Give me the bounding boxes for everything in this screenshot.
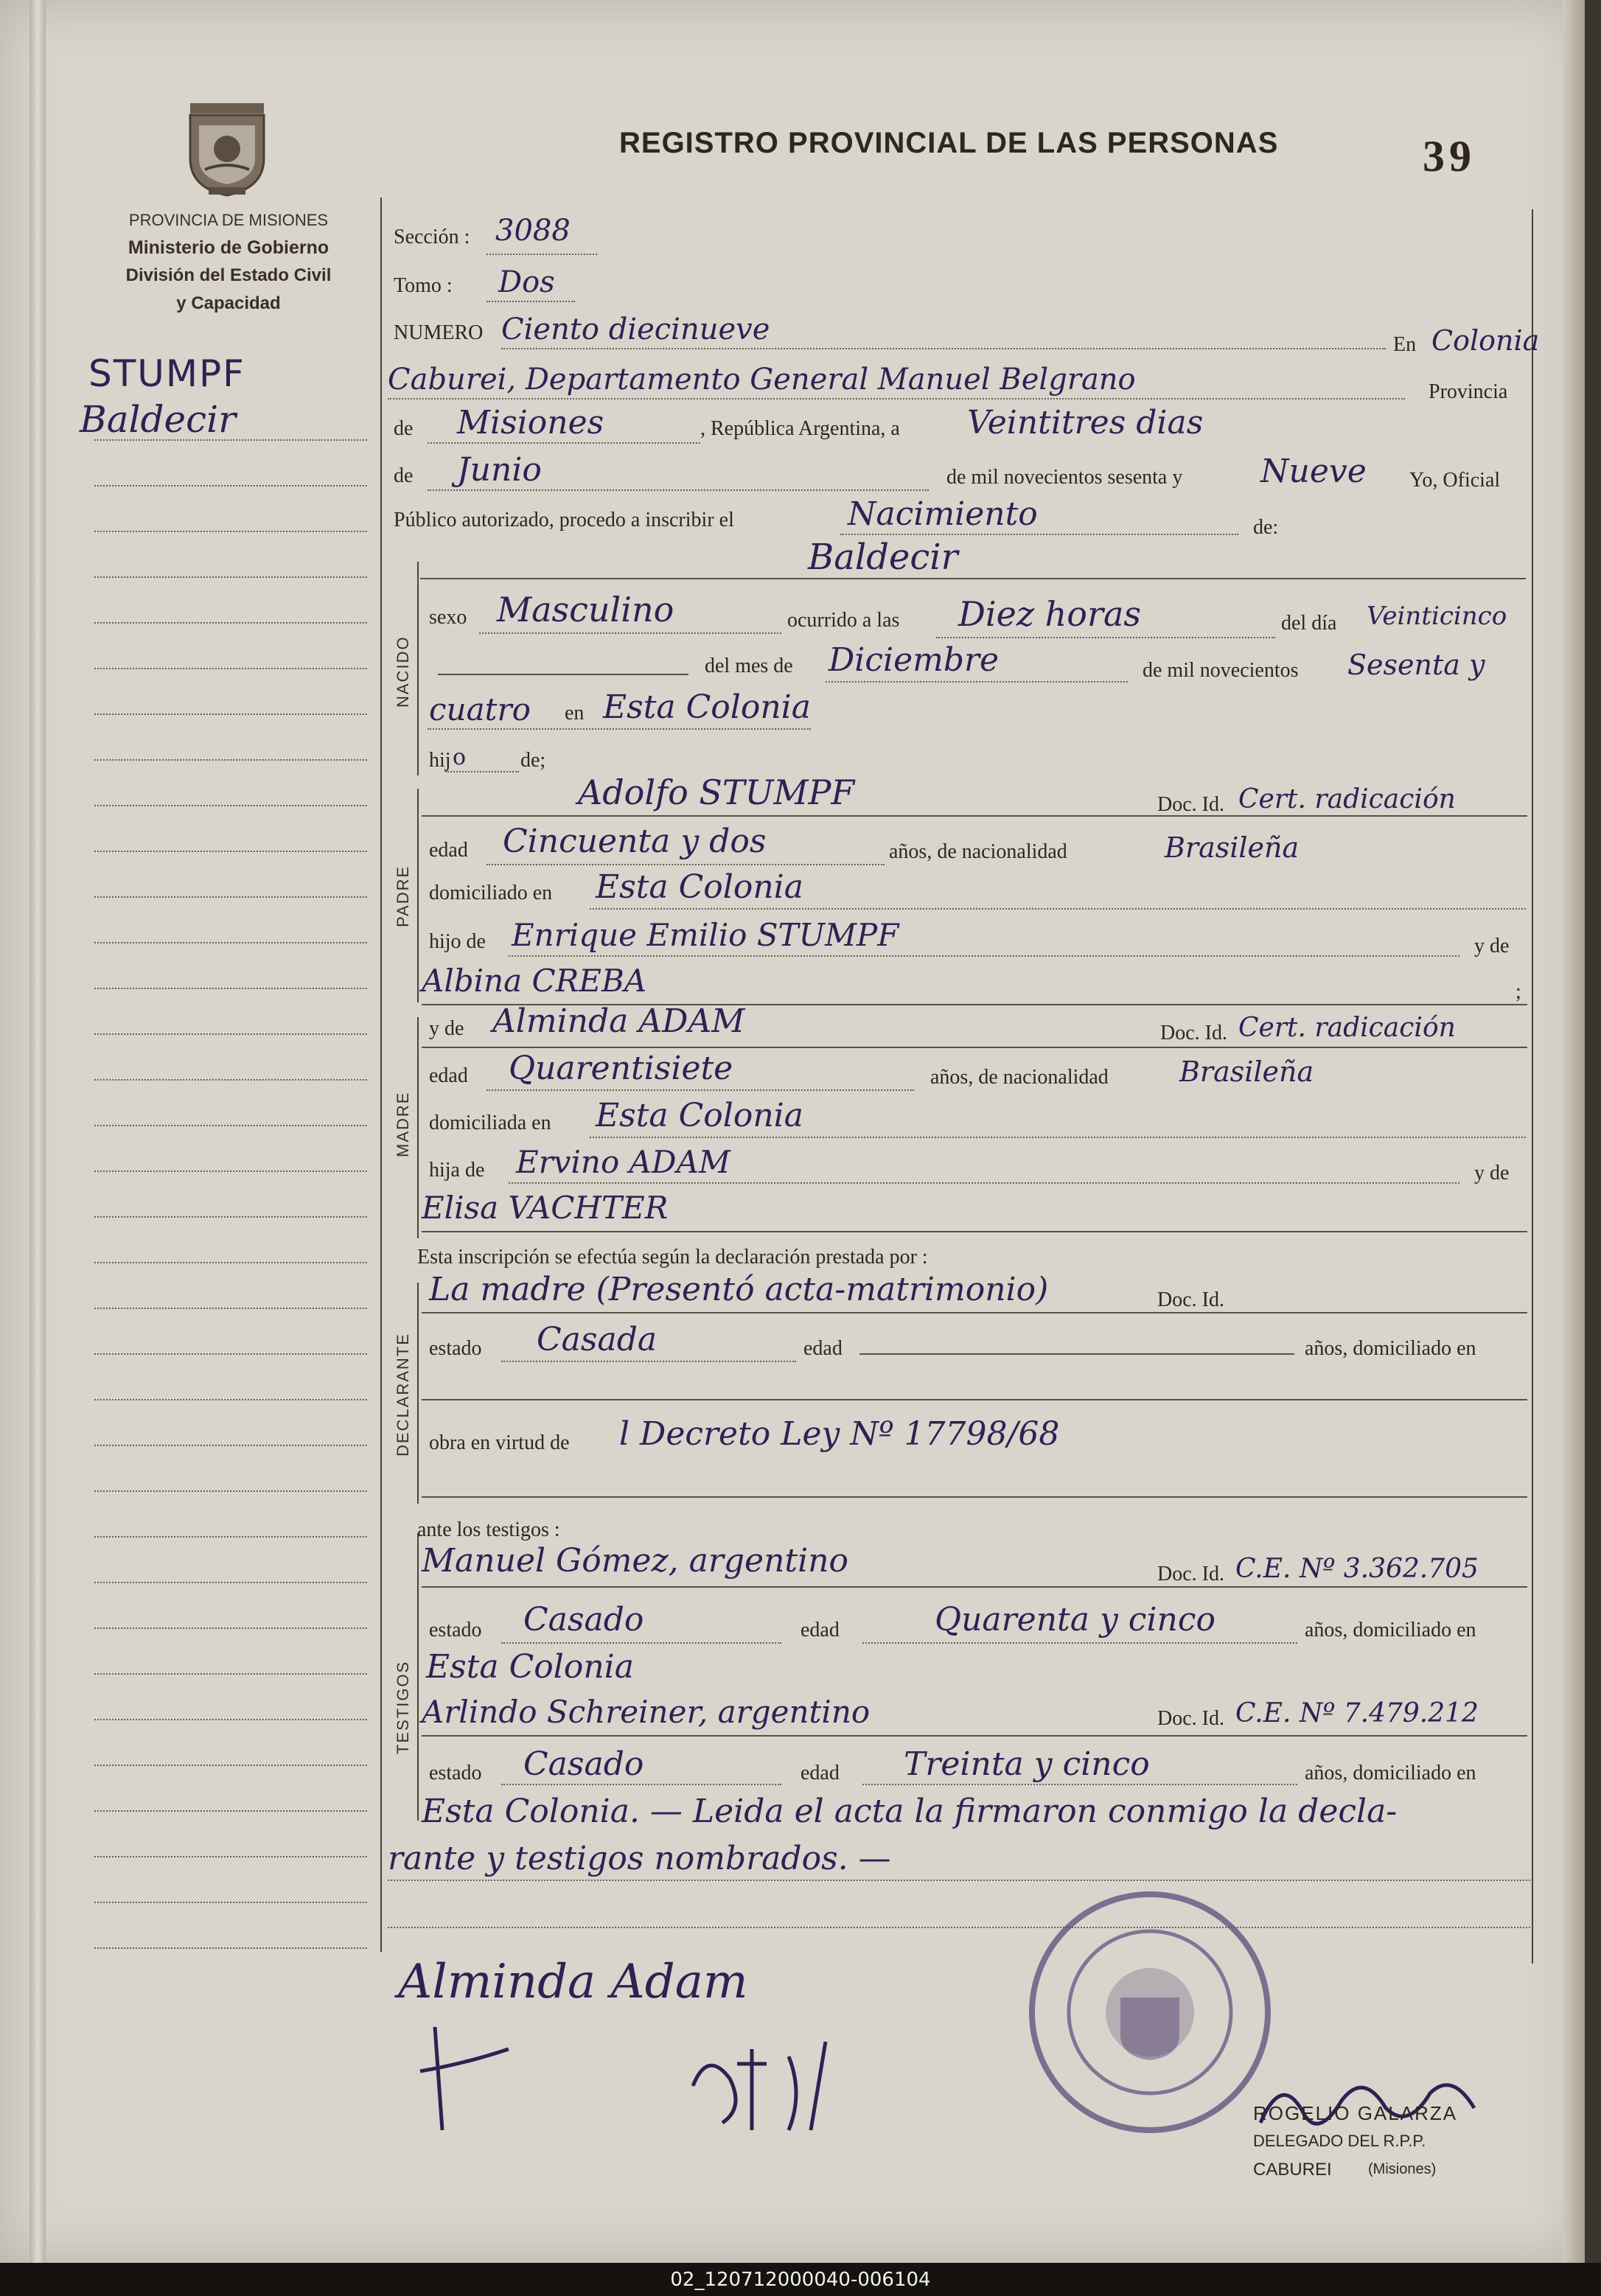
testigo1-edad-value: Quarenta y cinco bbox=[935, 1601, 1215, 1639]
declarante-edad-label: edad bbox=[803, 1337, 843, 1360]
padre-nombre-value: Adolfo STUMPF bbox=[578, 772, 855, 812]
testigo2-estado-value: Casado bbox=[523, 1745, 644, 1783]
margin-ruled-line bbox=[94, 1262, 367, 1263]
madre-domicilio-line bbox=[590, 1137, 1526, 1138]
register-title: REGISTRO PROVINCIAL DE LAS PERSONAS bbox=[619, 127, 1279, 159]
main-right-border bbox=[1532, 209, 1533, 1964]
madre-y-de-label: y de bbox=[429, 1017, 464, 1040]
testigo1-nombre-value: Manuel Gómez, argentino bbox=[422, 1542, 849, 1580]
year-label: de mil novecientos sesenta y bbox=[946, 466, 1183, 489]
nacido-lugar-value: Esta Colonia bbox=[603, 688, 811, 726]
testigos-bracket bbox=[417, 1533, 419, 1821]
provincial-coat-of-arms bbox=[175, 96, 279, 199]
signature-mark-1 bbox=[413, 2020, 516, 2145]
testigo2-edad-line bbox=[862, 1784, 1297, 1785]
closing-line bbox=[388, 1880, 1530, 1881]
division-label-2: y Capacidad bbox=[176, 293, 281, 313]
hijo-de-label: de; bbox=[520, 749, 546, 772]
testigo1-anios-label: años, domiciliado en bbox=[1305, 1619, 1476, 1641]
madre-nombre-value: Alminda ADAM bbox=[492, 1002, 745, 1040]
madre-hija-de-label: hija de bbox=[429, 1159, 485, 1182]
padre-nombre-line bbox=[422, 815, 1527, 817]
padre-edad-line bbox=[486, 864, 885, 865]
margin-ruled-line bbox=[94, 576, 367, 578]
province-label: PROVINCIA DE MISIONES bbox=[128, 211, 329, 229]
margin-ruled-line bbox=[94, 1216, 367, 1218]
place-value-2: Caburei, Departamento General Manuel Belgrano bbox=[388, 363, 1136, 397]
declarante-estado-value: Casada bbox=[537, 1321, 658, 1358]
declarante-side-label: DECLARANTE bbox=[394, 1333, 412, 1456]
madre-domicilio-value: Esta Colonia bbox=[596, 1097, 803, 1134]
margin-ruled-line bbox=[94, 713, 367, 715]
madre-madre-de-value: Elisa VACHTER bbox=[422, 1190, 669, 1226]
month-line bbox=[428, 489, 929, 491]
margin-ruled-line bbox=[94, 622, 367, 624]
seccion-value: 3088 bbox=[495, 214, 571, 248]
ocurrido-label: ocurrido a las bbox=[787, 609, 900, 632]
publico-label: Público autorizado, procedo a inscribir el bbox=[394, 509, 734, 531]
padre-doc-label: Doc. Id. bbox=[1157, 793, 1224, 816]
padre-side-label: PADRE bbox=[394, 865, 412, 927]
margin-ruled-line bbox=[94, 485, 367, 486]
declarante-estado-line bbox=[501, 1361, 796, 1362]
margin-ruled-line bbox=[94, 1765, 367, 1766]
anio-label: de mil novecientos bbox=[1143, 659, 1299, 682]
nacido-side-label: NACIDO bbox=[394, 635, 412, 708]
declarante-nombre-line bbox=[422, 1312, 1527, 1313]
margin-ruled-line bbox=[94, 1536, 367, 1538]
testigo2-domicilio-value: Esta Colonia. — Leida el acta la firmaron conmigo la decla- bbox=[422, 1793, 1398, 1830]
provincia-label: Provincia bbox=[1429, 380, 1508, 403]
testigo2-doc-label: Doc. Id. bbox=[1157, 1707, 1224, 1730]
padre-padre-de-value: Enrique Emilio STUMPF bbox=[512, 917, 899, 953]
madre-bracket bbox=[417, 1017, 419, 1238]
padre-dom-label: domiciliado en bbox=[429, 882, 553, 904]
margin-ruled-line bbox=[94, 1582, 367, 1583]
en-label: En bbox=[1393, 333, 1417, 356]
margin-ruled-line bbox=[94, 1490, 367, 1492]
nacido-lugar-line bbox=[428, 728, 811, 730]
sexo-label: sexo bbox=[429, 606, 467, 629]
left-binding bbox=[29, 0, 46, 2263]
declarante-doc-label: Doc. Id. bbox=[1157, 1288, 1224, 1311]
official-place-2: (Misiones) bbox=[1368, 2161, 1437, 2177]
place-value-1: Colonia bbox=[1431, 324, 1540, 357]
margin-ruled-line bbox=[94, 668, 367, 669]
numero-value: Ciento diecinueve bbox=[501, 313, 770, 346]
numero-line bbox=[501, 348, 1386, 349]
declarante-intro: Esta inscripción se efectúa según la declaración prestada por : bbox=[417, 1246, 928, 1269]
official-round-stamp bbox=[1025, 1887, 1275, 2138]
ministry-label: Ministerio de Gobierno bbox=[128, 237, 329, 258]
day-value: Veintitres dias bbox=[967, 404, 1204, 442]
madre-edad-value: Quarentisiete bbox=[509, 1050, 733, 1087]
declarante-dom-line bbox=[422, 1399, 1527, 1400]
madre-dom-label: domiciliada en bbox=[429, 1112, 551, 1134]
madre-edad-label: edad bbox=[429, 1064, 468, 1087]
hijo-suffix-value: o bbox=[453, 744, 467, 770]
margin-ruled-line bbox=[94, 1673, 367, 1675]
madre-nacionalidad-value: Brasileña bbox=[1179, 1055, 1314, 1088]
division-label: División del Estado Civil bbox=[125, 265, 332, 285]
main-left-border bbox=[380, 198, 382, 1952]
blank-line-1 bbox=[388, 1927, 1530, 1928]
sexo-line bbox=[479, 632, 781, 634]
de-label: de bbox=[394, 417, 414, 440]
testigo2-nombre-value: Arlindo Schreiner, argentino bbox=[422, 1694, 871, 1730]
scan-image-id: 02_120712000040-006104 bbox=[670, 2269, 931, 2291]
testigo2-estado-label: estado bbox=[429, 1762, 482, 1784]
month-value: Junio bbox=[457, 451, 542, 489]
margin-ruled-line bbox=[94, 942, 367, 943]
madre-doc-label: Doc. Id. bbox=[1160, 1022, 1227, 1044]
dia-label: del día bbox=[1281, 612, 1337, 635]
official-place: CABUREI bbox=[1253, 2160, 1332, 2180]
testigo2-doc-value: C.E. Nº 7.479.212 bbox=[1235, 1698, 1479, 1728]
declarante-nombre-value: La madre (Presentó acta-matrimonio) bbox=[429, 1271, 1049, 1308]
tomo-label: Tomo : bbox=[394, 274, 453, 297]
margin-ruled-line bbox=[94, 1170, 367, 1172]
sexo-value: Masculino bbox=[497, 590, 674, 629]
margin-ruled-line bbox=[94, 759, 367, 761]
official-name: ROGELIO GALARZA bbox=[1253, 2102, 1458, 2124]
page-number: 39 bbox=[1423, 132, 1476, 181]
province-value: Misiones bbox=[457, 404, 604, 442]
madre-doc-value: Cert. radicación bbox=[1238, 1013, 1456, 1043]
testigo1-estado-label: estado bbox=[429, 1619, 482, 1641]
madre-padre-de-value: Ervino ADAM bbox=[516, 1144, 730, 1180]
margin-ruled-line bbox=[94, 1445, 367, 1446]
padre-nac-label: años, de nacionalidad bbox=[889, 840, 1067, 863]
mes-label: del mes de bbox=[705, 655, 793, 677]
padre-doc-value: Cert. radicación bbox=[1238, 784, 1456, 814]
place-line bbox=[388, 398, 1405, 399]
margin-ruled-line bbox=[94, 1033, 367, 1035]
declarante-bracket bbox=[417, 1283, 419, 1504]
year-value: Nueve bbox=[1260, 453, 1367, 490]
hora-value: Diez horas bbox=[958, 594, 1142, 634]
madre-y-de-label-2: y de bbox=[1474, 1162, 1510, 1184]
madre-nombre-line bbox=[422, 1047, 1527, 1048]
child-name-value: Baldecir bbox=[808, 537, 958, 578]
child-name-line bbox=[420, 578, 1526, 579]
margin-ruled-line bbox=[94, 1947, 367, 1949]
padre-edad-value: Cincuenta y dos bbox=[503, 823, 767, 860]
testigo1-doc-label: Doc. Id. bbox=[1157, 1563, 1224, 1585]
margin-ruled-line bbox=[94, 1308, 367, 1309]
testigo2-nombre-line bbox=[422, 1735, 1527, 1737]
seccion-line bbox=[486, 254, 597, 255]
hora-line bbox=[936, 637, 1275, 638]
obra-label: obra en virtud de bbox=[429, 1431, 570, 1454]
padre-domicilio-line bbox=[590, 908, 1526, 910]
testigos-side-label: TESTIGOS bbox=[394, 1660, 412, 1754]
anio-value-2: cuatro bbox=[429, 691, 531, 727]
testigos-intro: ante los testigos : bbox=[417, 1518, 560, 1541]
tomo-value: Dos bbox=[498, 265, 555, 299]
margin-ruled-line bbox=[94, 1627, 367, 1629]
dia-value: Veinticinco bbox=[1367, 601, 1507, 631]
numero-label: NUMERO bbox=[394, 321, 484, 344]
testigo1-edad-label: edad bbox=[800, 1619, 840, 1641]
declarante-edad-line bbox=[859, 1353, 1294, 1355]
province-line bbox=[428, 442, 700, 444]
padre-hijo-de-label: hijo de bbox=[429, 930, 486, 953]
testigo1-edad-line bbox=[862, 1642, 1297, 1644]
signature-mark-2 bbox=[678, 2034, 870, 2138]
oficial-label: Yo, Oficial bbox=[1409, 469, 1501, 492]
mes-line bbox=[826, 681, 1128, 683]
padre-edad-label: edad bbox=[429, 839, 468, 862]
madre-edad-line bbox=[486, 1089, 914, 1091]
declarante-signature: Alminda Adam bbox=[398, 1955, 748, 2009]
testigo2-anios-label: años, domiciliado en bbox=[1305, 1762, 1476, 1784]
obra-value: l Decreto Ley Nº 17798/68 bbox=[619, 1415, 1060, 1453]
closing-text: rante y testigos nombrados. — bbox=[388, 1840, 891, 1877]
testigo2-estado-line bbox=[501, 1784, 781, 1785]
de2-label: de: bbox=[1253, 516, 1279, 539]
mes-value: Diciembre bbox=[829, 641, 1000, 679]
madre-nac-label: años, de nacionalidad bbox=[930, 1066, 1109, 1089]
padre-domicilio-value: Esta Colonia bbox=[596, 868, 803, 906]
margin-ruled-line bbox=[94, 1856, 367, 1857]
testigo1-doc-value: C.E. Nº 3.362.705 bbox=[1235, 1554, 1479, 1584]
margin-ruled-line bbox=[94, 1079, 367, 1081]
nacido-bracket bbox=[417, 562, 419, 775]
margin-ruled-line bbox=[94, 896, 367, 898]
margin-given-name: Baldecir bbox=[80, 398, 237, 441]
padre-madre-de-value: Albina CREBA bbox=[422, 963, 647, 999]
testigo2-edad-value: Treinta y cinco bbox=[904, 1745, 1150, 1783]
margin-ruled-line bbox=[94, 1399, 367, 1400]
margin-ruled-line bbox=[94, 1810, 367, 1812]
padre-nacionalidad-value: Brasileña bbox=[1165, 831, 1300, 864]
margin-ruled-line bbox=[94, 439, 367, 441]
official-title: DELEGADO DEL R.P.P. bbox=[1253, 2132, 1426, 2150]
margin-ruled-line bbox=[94, 531, 367, 532]
dia-continuation-line bbox=[438, 674, 688, 675]
act-type-line bbox=[840, 534, 1238, 535]
testigo1-estado-line bbox=[501, 1642, 781, 1644]
seccion-label: Sección : bbox=[394, 226, 470, 248]
padre-y-de-label: y de bbox=[1474, 935, 1510, 957]
republica-label: , República Argentina, a bbox=[700, 417, 900, 440]
margin-ruled-line bbox=[94, 1902, 367, 1903]
madre-side-label: MADRE bbox=[394, 1091, 412, 1157]
testigo1-estado-value: Casado bbox=[523, 1601, 644, 1639]
tomo-line bbox=[486, 301, 575, 302]
hijo-line bbox=[445, 771, 519, 772]
madre-padre-de-line bbox=[509, 1182, 1459, 1184]
margin-ruled-line bbox=[94, 1719, 367, 1720]
margin-ruled-line bbox=[94, 851, 367, 852]
declarante-estado-label: estado bbox=[429, 1337, 482, 1360]
testigo1-domicilio-value: Esta Colonia bbox=[426, 1648, 634, 1686]
margin-ruled-line bbox=[94, 805, 367, 806]
month-label: de bbox=[394, 464, 414, 487]
testigo2-edad-label: edad bbox=[800, 1762, 840, 1784]
nacido-en-label: en bbox=[565, 702, 585, 725]
padre-padre-de-line bbox=[509, 955, 1459, 957]
margin-surname: STUMPF bbox=[88, 352, 245, 395]
hijo-label: hij bbox=[429, 749, 451, 772]
padre-semicolon: ; bbox=[1515, 980, 1521, 1003]
madre-madre-de-line bbox=[422, 1231, 1527, 1232]
obra-line bbox=[422, 1496, 1527, 1498]
padre-bracket bbox=[417, 789, 419, 1002]
testigo1-nombre-line bbox=[422, 1586, 1527, 1588]
margin-ruled-line bbox=[94, 1125, 367, 1126]
anio-value-1: Sesenta y bbox=[1347, 649, 1485, 681]
act-type-value: Nacimiento bbox=[848, 495, 1038, 533]
declarante-anios-label: años, domiciliado en bbox=[1305, 1337, 1476, 1360]
margin-ruled-line bbox=[94, 988, 367, 989]
margin-ruled-line bbox=[94, 1353, 367, 1355]
